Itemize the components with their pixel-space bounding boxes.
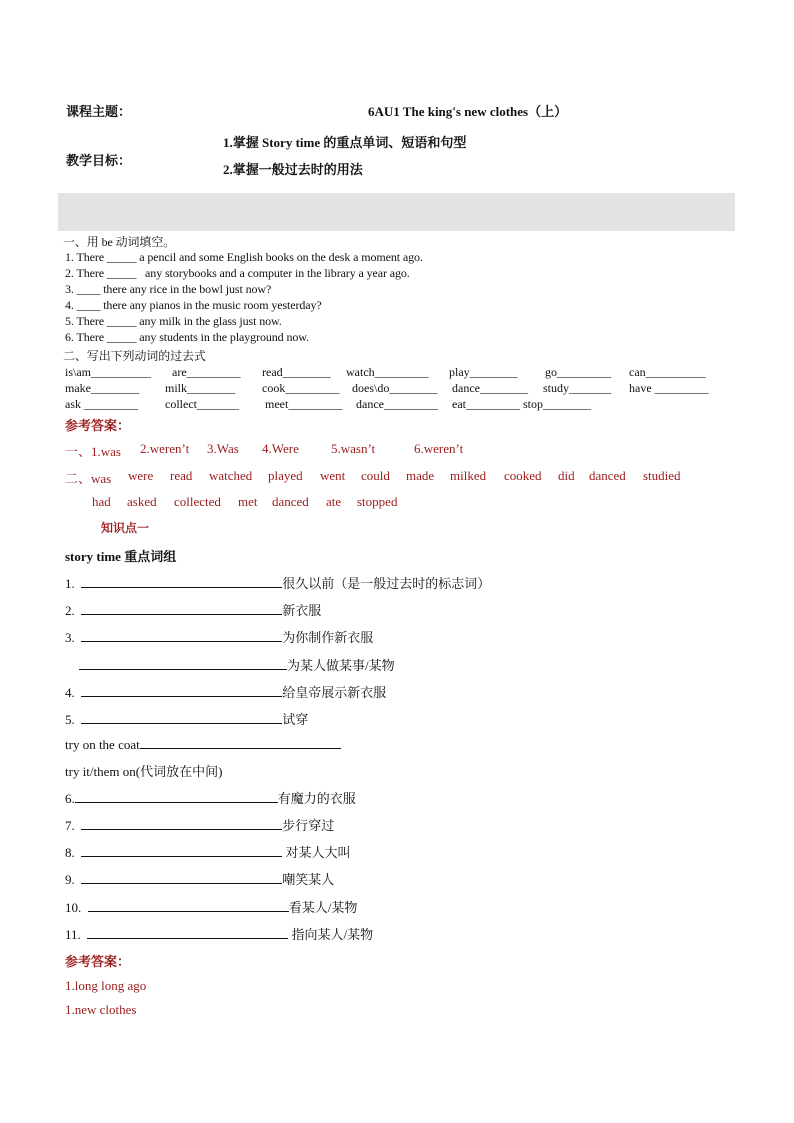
answer-item: made — [406, 468, 435, 483]
answer-item: 5.wasn’t — [331, 441, 376, 456]
answer-item: asked — [127, 494, 157, 509]
section1-item: 6. There _____ any students in the playground now. — [65, 330, 309, 344]
answer-item: 3.Was — [207, 441, 239, 456]
answer-item: ate — [326, 494, 342, 509]
section1-item: 1. There _____ a pencil and some English books on the desk a moment ago. — [65, 250, 423, 264]
verb-cell: eat_________ — [452, 397, 520, 411]
verb-cell: does\do________ — [352, 381, 438, 395]
verb-cell: go_________ — [545, 365, 611, 379]
answer-item: 6.weren’t — [414, 441, 464, 456]
phrase-item: 5. 试穿 — [65, 712, 309, 727]
phrase-example: try on the coat — [65, 736, 341, 753]
answer-item: went — [320, 468, 346, 483]
phrase-item: 4. 给皇帝展示新衣服 — [65, 685, 387, 700]
verb-cell: watch_________ — [346, 365, 429, 379]
phrase-item: 10. 看某人/某物 — [65, 900, 358, 915]
verb-cell: dance_________ — [356, 397, 438, 411]
phrase-item: 2. 新衣服 — [65, 603, 322, 618]
gray-banner — [58, 193, 735, 231]
answer-item: 4.Were — [262, 441, 299, 456]
verb-cell: are_________ — [172, 365, 241, 379]
answer-item: danced — [272, 494, 309, 509]
phrase-item: 3. 为你制作新衣服 — [65, 630, 374, 645]
knowledge-point-label: 知识点一 — [101, 521, 150, 535]
section1-title: 一、用 be 动词填空。 — [63, 235, 176, 249]
answer-item: were — [128, 468, 154, 483]
answer-item: had — [92, 494, 111, 509]
answer-item: 1.long long ago — [65, 978, 147, 993]
answer-item: cooked — [504, 468, 542, 483]
answer-item: read — [170, 468, 193, 483]
goal-1: 1.掌握 Story time 的重点单词、短语和句型 — [223, 135, 467, 150]
phrase-item: 7. 步行穿过 — [65, 818, 335, 833]
section2-title: 二、写出下列动词的过去式 — [63, 349, 206, 363]
answer-item: 2.weren’t — [140, 441, 190, 456]
phrase-item: 为某人做某事/某物 — [79, 655, 395, 674]
phrase-item: 11. 指向某人/某物 — [65, 927, 374, 942]
answer-item: met — [238, 494, 258, 509]
verb-cell: read________ — [262, 365, 331, 379]
topic-value: 6AU1 The king's new clothes（上） — [368, 104, 568, 119]
section1-item: 4. ____ there any pianos in the music room yesterday? — [65, 298, 322, 312]
answer-item: studied — [643, 468, 681, 483]
verb-cell: meet_________ — [265, 397, 343, 411]
section1-item: 2. There _____ any storybooks and a computer in the library a year ago. — [65, 266, 410, 280]
verb-cell: have _________ — [629, 381, 709, 395]
answer-item: 一、1.was — [65, 444, 121, 459]
answer-item: could — [361, 468, 390, 483]
verb-cell: dance________ — [452, 381, 528, 395]
section1-item: 5. There _____ any milk in the glass just now. — [65, 314, 282, 328]
verb-cell: can__________ — [629, 365, 706, 379]
phrase-item: 8. 对某人大叫 — [65, 845, 351, 860]
goal-label: 教学目标： — [66, 153, 132, 168]
verb-cell: is\am__________ — [65, 365, 151, 379]
answer-item: did — [558, 468, 575, 483]
answer-item: 二、was — [65, 471, 112, 486]
answer-item: watched — [209, 468, 253, 483]
verb-cell: collect_______ — [165, 397, 239, 411]
answer-item: stopped — [357, 494, 398, 509]
answer-label: 参考答案： — [65, 418, 131, 433]
phrase-item: 1. 很久以前（是一般过去时的标志词） — [65, 576, 491, 591]
phrase-item: 6. 有魔力的衣服 — [65, 791, 356, 806]
phrase-item: 9. 嘲笑某人 — [65, 872, 335, 887]
phrase-example: try it/them on(代词放在中间) — [65, 764, 223, 779]
verb-cell: make________ — [65, 381, 139, 395]
answer-item: 1.new clothes — [65, 1002, 137, 1017]
verb-cell: study_______ — [543, 381, 612, 395]
section1-item: 3. ____ there any rice in the bowl just now? — [65, 282, 272, 296]
verb-cell: ask _________ — [65, 397, 138, 411]
verb-cell: stop________ — [523, 397, 592, 411]
answer-item: milked — [450, 468, 487, 483]
answer-item: played — [268, 468, 303, 483]
topic-label: 课程主题： — [66, 104, 132, 119]
verb-cell: milk________ — [165, 381, 236, 395]
verb-cell: cook_________ — [262, 381, 340, 395]
answer-item: collected — [174, 494, 221, 509]
goal-2: 2.掌握一般过去时的用法 — [223, 162, 363, 177]
answer-label: 参考答案： — [65, 954, 131, 969]
answer-item: danced — [589, 468, 626, 483]
verb-cell: play________ — [449, 365, 518, 379]
knowledge-title: story time 重点词组 — [65, 549, 177, 564]
